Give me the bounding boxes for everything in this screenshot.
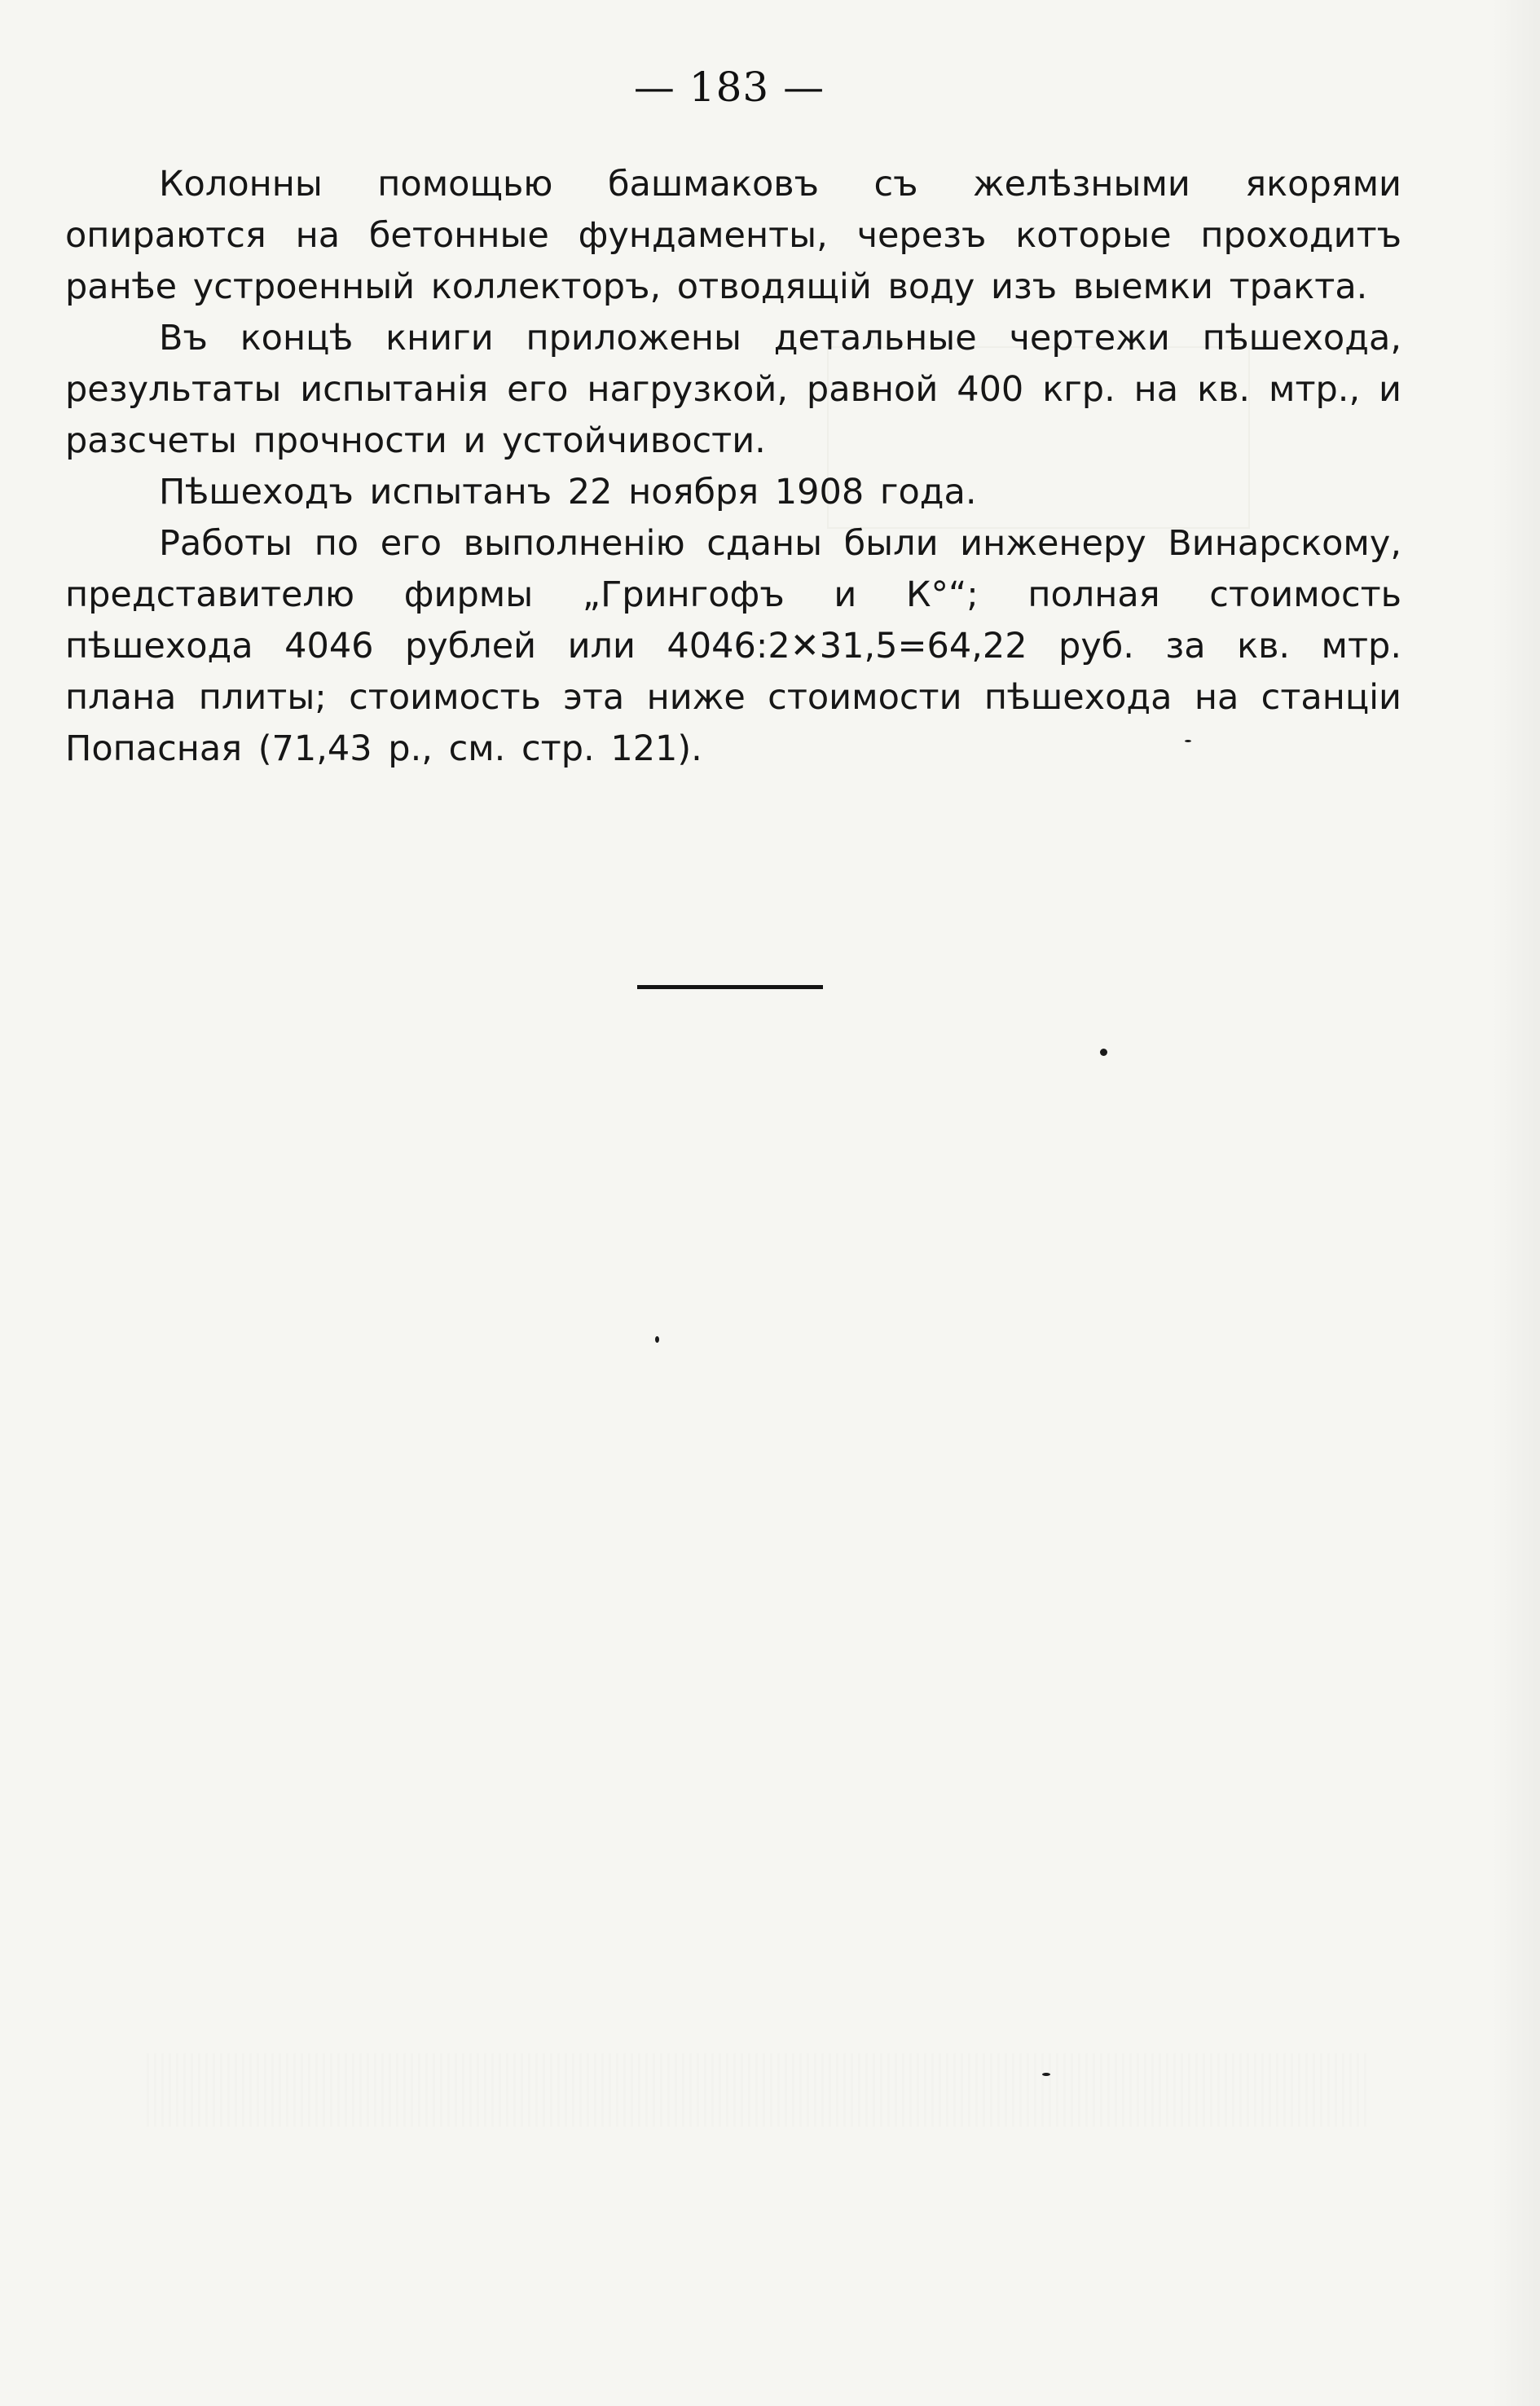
page-number: — 183 — <box>633 64 825 111</box>
paragraph: Пѣшеходъ испытанъ 22 ноября 1908 года. <box>159 472 977 512</box>
section-divider <box>637 985 823 989</box>
ink-speck <box>1042 2073 1050 2076</box>
paragraph: Колонны помощью башмаковъ съ желѣзными якорями опираются на бетонные фундаменты, черезъ которые проходитъ ранѣе устроенный коллекторъ, отводящій воду изъ выемки тракта. <box>65 164 1401 307</box>
page-edge-shadow <box>1491 0 1540 2406</box>
paragraph: Работы по его выполненію сданы были инженеру Винарскому, представителю фирмы „Грингофъ и К°“; полная стоимость пѣшехода 4046 рублей или 4046:2✕31,5=64,22 руб. за кв. мтр. плана плиты; стоимость эта ниже стоимости пѣшехода на станціи Попасная (71,43 р., см. стр. 121). <box>65 523 1401 769</box>
scan-noise-band <box>147 2053 1369 2127</box>
body-text <box>65 159 1401 775</box>
ink-speck <box>655 1336 659 1343</box>
paragraph: Въ концѣ книги приложены детальные чертежи пѣшехода, результаты испытанія его нагрузкой, равной 400 кгр. на кв. мтр., и разсчеты прочности и устойчивости. <box>65 318 1401 461</box>
ink-speck <box>1100 1049 1107 1056</box>
